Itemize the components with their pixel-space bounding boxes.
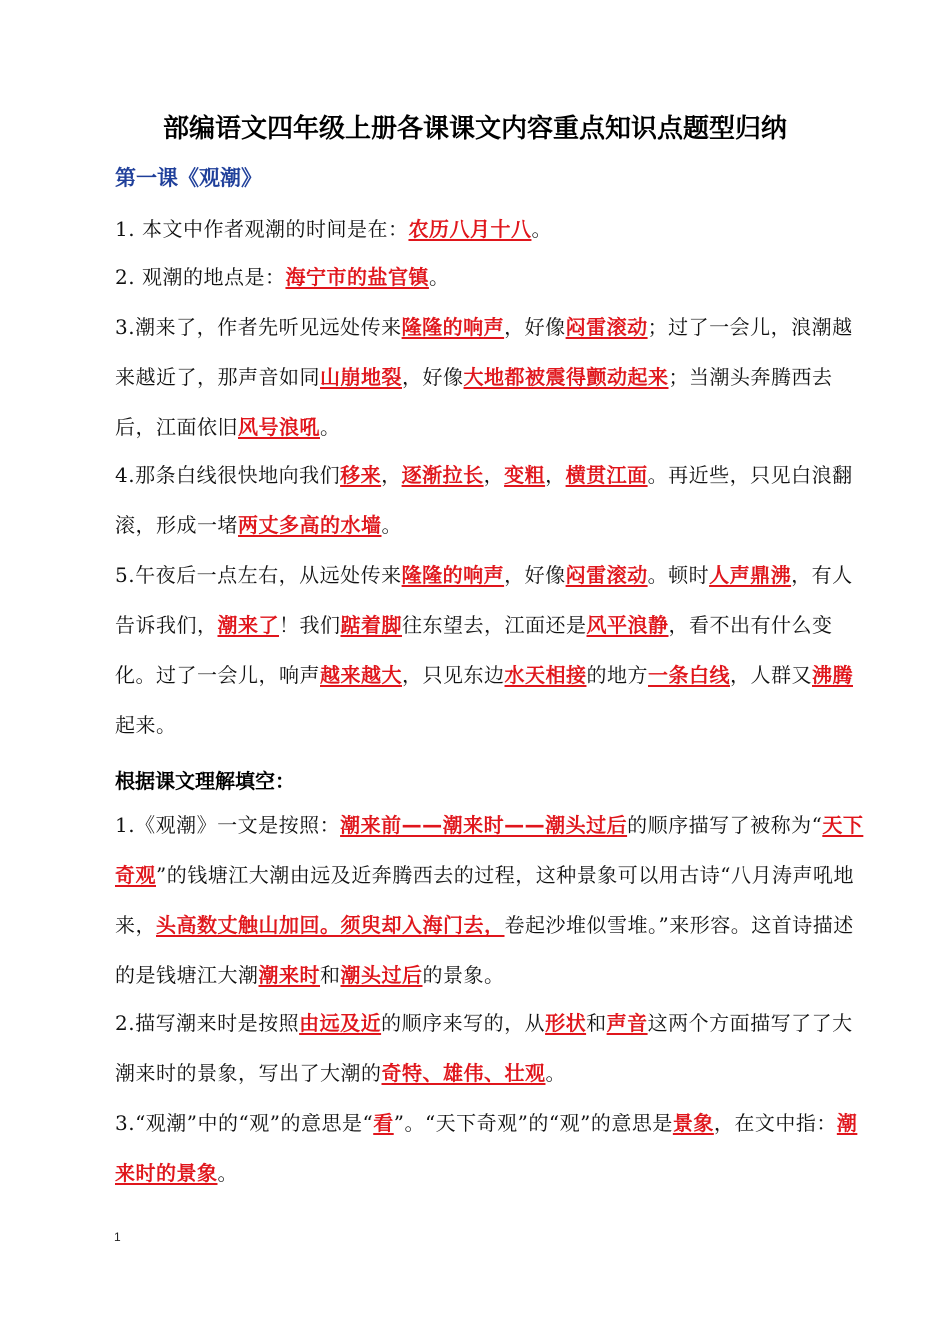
body-text: ，好像: [402, 365, 464, 389]
body-text: 。再近些，只见白浪翻滚，形成一堵: [115, 463, 853, 537]
highlighted-answer: 潮来时的景象: [115, 1111, 858, 1185]
body-text: 的景象。: [422, 963, 505, 987]
body-text: ，: [483, 463, 505, 487]
body-text: 2.描写潮来时是按照: [115, 1011, 300, 1035]
highlighted-answer: 大地都被震得颤动起来: [463, 365, 669, 389]
body-text: 的顺序来写的，从: [381, 1011, 546, 1035]
highlighted-answer: 一条白线: [648, 663, 730, 687]
highlighted-answer: 头高数丈触山加回。须臾却入海门去，: [156, 913, 505, 937]
fill-item-1: [115, 800, 867, 1000]
highlighted-answer: 潮头过后: [340, 963, 423, 987]
body-text: 2. 观潮的地点是：: [115, 265, 286, 289]
page-title: 部编语文四年级上册各课课文内容重点知识点题型归纳: [162, 114, 787, 144]
body-text: 3.潮来了，作者先听见远处传来: [115, 315, 402, 339]
highlighted-answer: 踮着脚: [340, 613, 402, 637]
body-text: ！我们: [279, 613, 341, 637]
highlighted-answer: 人声鼎沸: [709, 563, 792, 587]
body-text: ，看不出有什么变化。过了一会儿，响声: [115, 613, 833, 687]
body-text: 往东望去，江面还是: [402, 613, 587, 637]
body-text: 起来。: [115, 713, 177, 737]
fill-item-3: [115, 1098, 867, 1198]
body-text: 。: [320, 415, 341, 439]
highlighted-answer: 逐渐拉长: [401, 463, 484, 487]
body-text: 。: [545, 1061, 566, 1085]
body-text: 这两个方面描写了了大潮来时的景象，写出了大潮的: [115, 1011, 853, 1085]
body-text: 。: [531, 217, 552, 241]
body-text: 3.“观潮”中的“观”的意思是“: [115, 1111, 374, 1135]
highlighted-answer: 天下奇观: [115, 813, 864, 887]
body-text: ；当潮头奔腾西去后，江面依旧: [115, 365, 833, 439]
body-text: ，人群又: [730, 663, 812, 687]
highlighted-answer: 变粗: [504, 463, 546, 487]
highlighted-answer: 闷雷滚动: [565, 315, 648, 339]
highlighted-answer: 奇特、雄伟、壮观: [381, 1061, 546, 1085]
body-text: 。顿时: [647, 563, 710, 587]
page-number: 1: [114, 1230, 121, 1244]
body-text: 。: [381, 513, 402, 537]
highlighted-answer: 隆隆的响声: [401, 563, 505, 587]
highlighted-answer: 由远及近: [299, 1011, 382, 1035]
highlighted-answer: 景象: [672, 1111, 714, 1135]
highlighted-answer: 隆隆的响声: [401, 315, 505, 339]
body-text: 的顺序描写了被称为“: [627, 813, 823, 837]
body-text: ，只见东边: [402, 663, 505, 687]
highlighted-answer: 潮来时: [258, 963, 320, 987]
body-text: ”的钱塘江大潮由远及近奔腾西去的过程，这种景象可以用古诗“八月涛声吼地来，: [115, 863, 854, 937]
highlighted-answer: 风号浪吼: [238, 415, 320, 439]
highlighted-answer: 水天相接: [504, 663, 587, 687]
highlighted-answer: 闷雷滚动: [565, 563, 648, 587]
item-3: [115, 302, 867, 452]
item-2: [115, 252, 867, 302]
body-text: 和: [320, 963, 341, 987]
body-text: ，好像: [504, 315, 566, 339]
section-heading: 根据课文理解填空：: [115, 769, 295, 793]
fill-item-2: [115, 998, 867, 1098]
lesson-heading: 第一课《观潮》: [115, 166, 262, 190]
body-text: 1. 本文中作者观潮的时间是在：: [115, 217, 409, 241]
body-text: ，: [545, 463, 566, 487]
highlighted-answer: 越来越大: [320, 663, 402, 687]
highlighted-answer: 潮来前——潮来时——潮头过后: [340, 813, 628, 837]
item-5: [115, 550, 867, 750]
highlighted-answer: 形状: [545, 1011, 587, 1035]
body-text: ；过了一会儿，浪潮越来越近了，那声音如同: [115, 315, 853, 389]
highlighted-answer: 两丈多高的水墙: [238, 513, 382, 537]
body-text: 的地方: [586, 663, 648, 687]
body-text: 。: [428, 265, 450, 289]
highlighted-answer: 声音: [606, 1011, 648, 1035]
highlighted-answer: 看: [373, 1111, 394, 1135]
highlighted-answer: 山崩地裂: [320, 365, 402, 389]
body-text: ，有人告诉我们，: [115, 563, 853, 637]
highlighted-answer: 移来: [340, 463, 382, 487]
highlighted-answer: 风平浪静: [586, 613, 669, 637]
body-text: 卷起沙堆似雪堆。”来形容。这首诗描述的是钱塘江大潮: [115, 913, 854, 987]
item-4: [115, 450, 867, 550]
body-text: ，在文中指：: [713, 1111, 837, 1135]
body-text: 4.那条白线很快地向我们: [115, 463, 341, 487]
body-text: ，好像: [504, 563, 566, 587]
body-text: 5.午夜后一点左右，从远处传来: [115, 563, 402, 587]
body-text: ”。“天下奇观”的“观”的意思是: [393, 1111, 673, 1135]
body-text: 和: [586, 1011, 607, 1035]
body-text: 1.《观潮》一文是按照：: [115, 813, 341, 837]
body-text: ，: [381, 463, 402, 487]
highlighted-answer: 横贯江面: [565, 463, 648, 487]
body-text: 。: [217, 1161, 238, 1185]
highlighted-answer: 沸腾: [812, 663, 853, 687]
highlighted-answer: 海宁市的盐官镇: [285, 265, 429, 289]
highlighted-answer: 潮来了: [217, 613, 279, 637]
item-1: [115, 204, 867, 254]
highlighted-answer: 农历八月十八: [408, 217, 532, 241]
